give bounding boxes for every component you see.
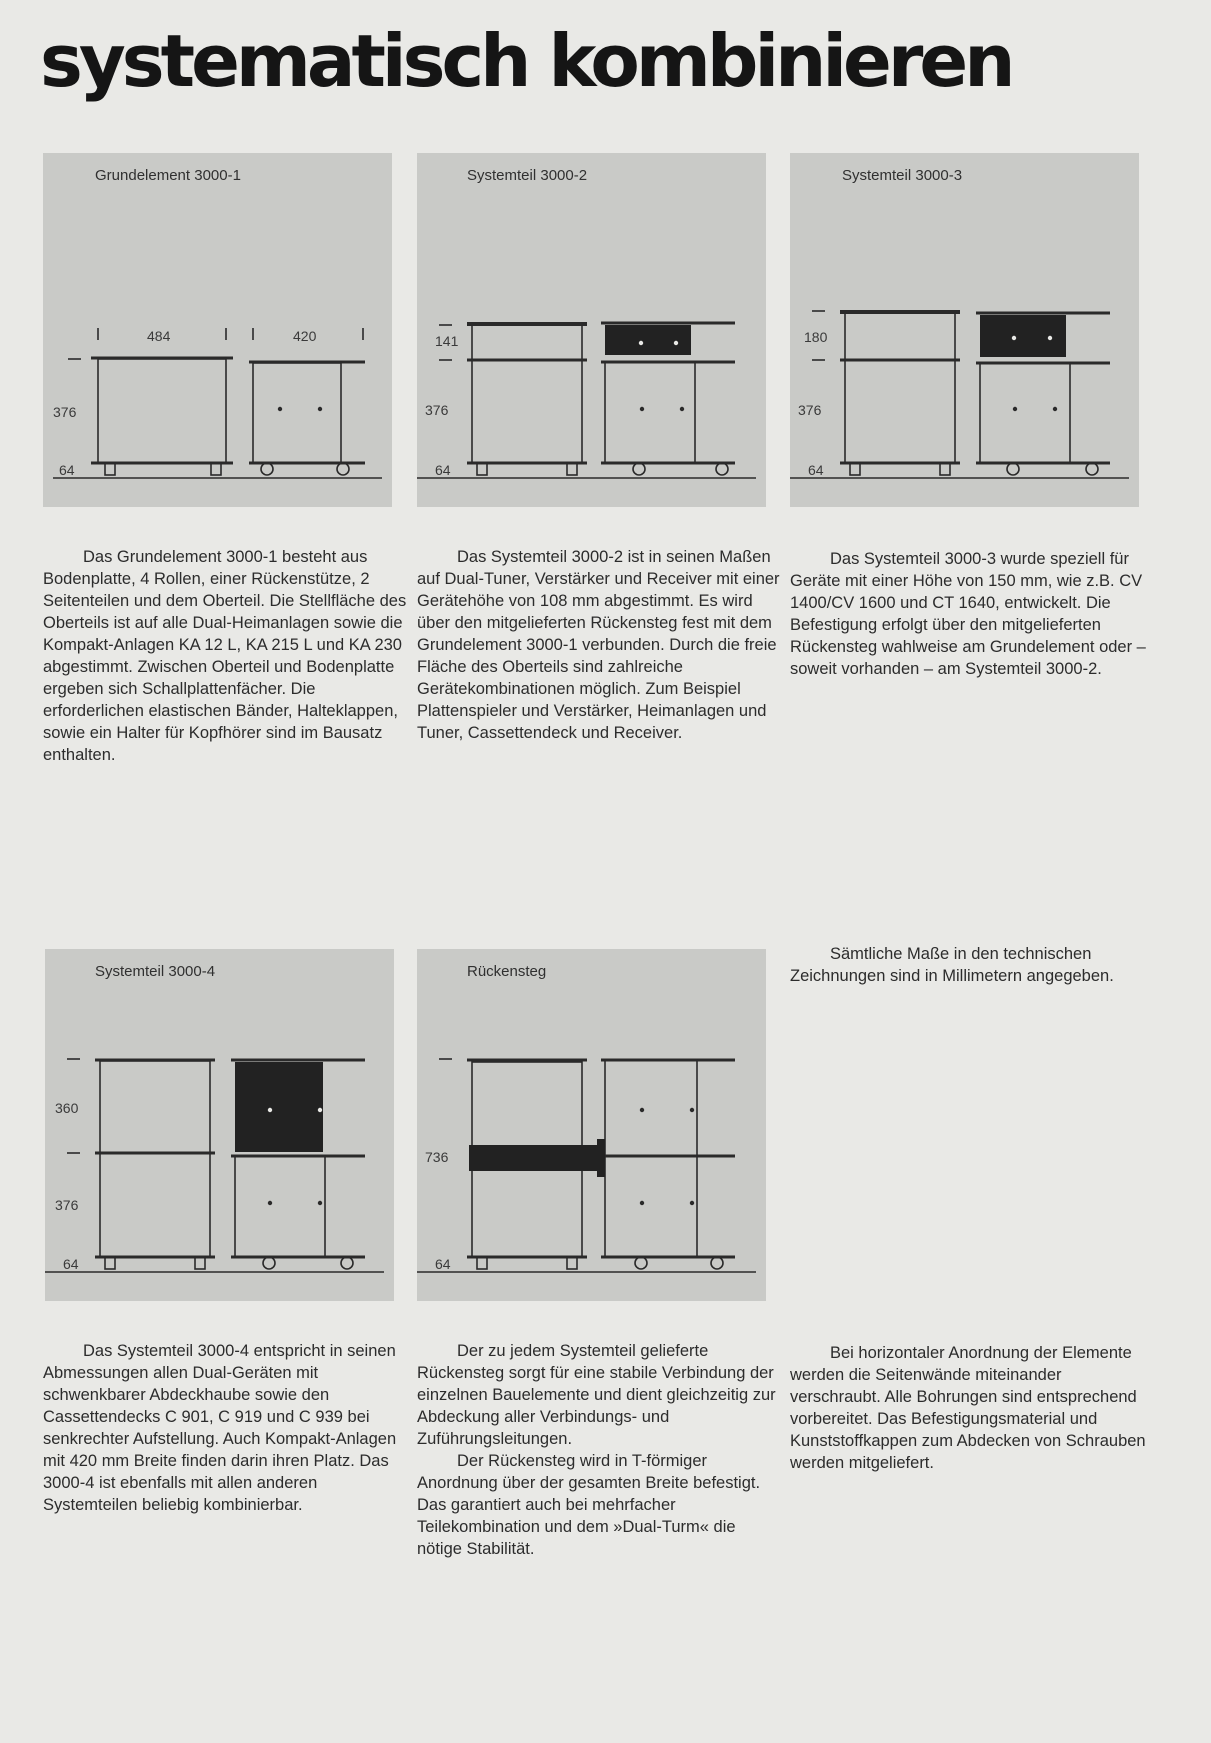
description-grundelement [43,546,408,766]
panel-label: Systemteil 3000-2 [467,167,588,184]
drawing-systemteil-3000-2 [417,153,766,507]
drawing-grundelement [43,153,392,507]
panel-rueckensteg [417,949,766,1301]
page-title: systematisch kombinieren [40,19,1012,103]
panel-label: Rückensteg [467,963,547,980]
dim-height-64: 64 [435,462,451,478]
paragraph: Das Systemteil 3000-4 entspricht in seinen Abmessungen allen Dual-Geräten mit schwenkbarer Abdeckhaube sowie den Cassettendecks C 901, C 919 und C 939 bei senkrechter Aufstellung. Auch Kompakt-Anlagen mit 420 mm Breite finden darin ihren Platz. Das 3000-4 ist ebenfalls mit allen anderen Systemteilen beliebig kombinierbar. [43,1342,397,1514]
description-horizontal [790,1342,1155,1474]
dim-height-360: 360 [55,1100,79,1116]
dim-height-376: 376 [425,402,449,418]
paragraph: Das Systemteil 3000-2 ist in seinen Maßen auf Dual-Tuner, Verstärker und Receiver mit einer Gerätehöhe von 108 mm abgestimmt. Es wird über den mitgelieferten Rückensteg fest mit dem Grundelement 3000-1 verbunden. Durch die freie Fläche des Oberteils sind zahlreiche Gerätekombinationen möglich. Zum Beispiel Plattenspieler und Verstärker, Heimanlagen und Tuner, Cassettendeck und Receiver. [417,548,780,742]
dim-width-1: 484 [147,328,171,344]
drawing-rueckensteg [417,949,766,1301]
paragraph: Sämtliche Maße in den technischen Zeichnungen sind in Millimetern angegeben. [790,945,1114,985]
panel-label: Systemteil 3000-4 [95,963,216,980]
panel-label: Systemteil 3000-3 [842,167,963,184]
dim-height-64: 64 [435,1256,451,1272]
panel-systemteil-3000-2 [417,153,766,507]
panel-systemteil-3000-3 [790,153,1139,507]
paragraph: Das Systemteil 3000-3 wurde speziell für Geräte mit einer Höhe von 150 mm, wie z.B. CV 1400/CV 1600 und CT 1640, entwickelt. Die Befestigung erfolgt über den mitgelieferten Rückensteg wahlweise am Grundelement oder – soweit vorhanden – am Systemteil 3000-2. [790,550,1146,678]
panel-systemteil-3000-4 [45,949,394,1301]
dim-width-2: 420 [293,328,317,344]
paragraph: Bei horizontaler Anordnung der Elemente werden die Seitenwände miteinander verschraubt. Alle Bohrungen sind entsprechend vorbereitet. Das Befestigungsmaterial und Kunststoffkappen zum Abdecken von Schrauben werden mitgeliefert. [790,1344,1146,1472]
dim-height-141: 141 [435,333,459,349]
paragraph: Der Rückensteg wird in T-förmiger Anordnung über der gesamten Breite befestigt. Das garantiert auch bei mehrfacher Teilekombination und dem »Dual-Turm« die nötige Stabilität. [417,1452,761,1558]
dim-height-376: 376 [53,404,77,420]
description-systemteil-3000-2 [417,546,782,744]
panel-label: Grundelement 3000-1 [95,167,241,184]
dim-height-736: 736 [425,1149,449,1165]
panel-grundelement [43,153,392,507]
dim-height-376: 376 [55,1197,79,1213]
drawing-systemteil-3000-3 [790,153,1139,507]
drawing-systemteil-3000-4 [45,949,394,1301]
description-systemteil-3000-4 [43,1340,408,1516]
paragraph: Das Grundelement 3000-1 besteht aus Bodenplatte, 4 Rollen, einer Rückenstütze, 2 Seitenteilen und dem Oberteil. Die Stellfläche des Oberteils ist auf alle Dual-Heimanlagen sowie die Kompakt-Anlagen KA 12 L, KA 215 L und KA 230 abgestimmt. Zwischen Oberteil und Bodenplatte ergeben sich Schallplattenfächer. Die erforderlichen elastischen Bänder, Halteklappen, sowie ein Halter für Kopfhörer sind im Bausatz enthalten. [43,548,407,764]
note-dimensions [790,943,1155,987]
paragraph: Der zu jedem Systemteil gelieferte Rückensteg sorgt für eine stabile Verbindung der einzelnen Bauelemente und dient gleichzeitig zur Abdeckung aller Verbindungs- und Zuführungsleitungen. [417,1342,776,1448]
dim-height-64: 64 [63,1256,79,1272]
dim-height-64: 64 [59,462,75,478]
dim-height-64: 64 [808,462,824,478]
description-rueckensteg [417,1340,782,1560]
dim-height-180: 180 [804,329,828,345]
dim-height-376: 376 [798,402,822,418]
description-systemteil-3000-3 [790,548,1155,680]
